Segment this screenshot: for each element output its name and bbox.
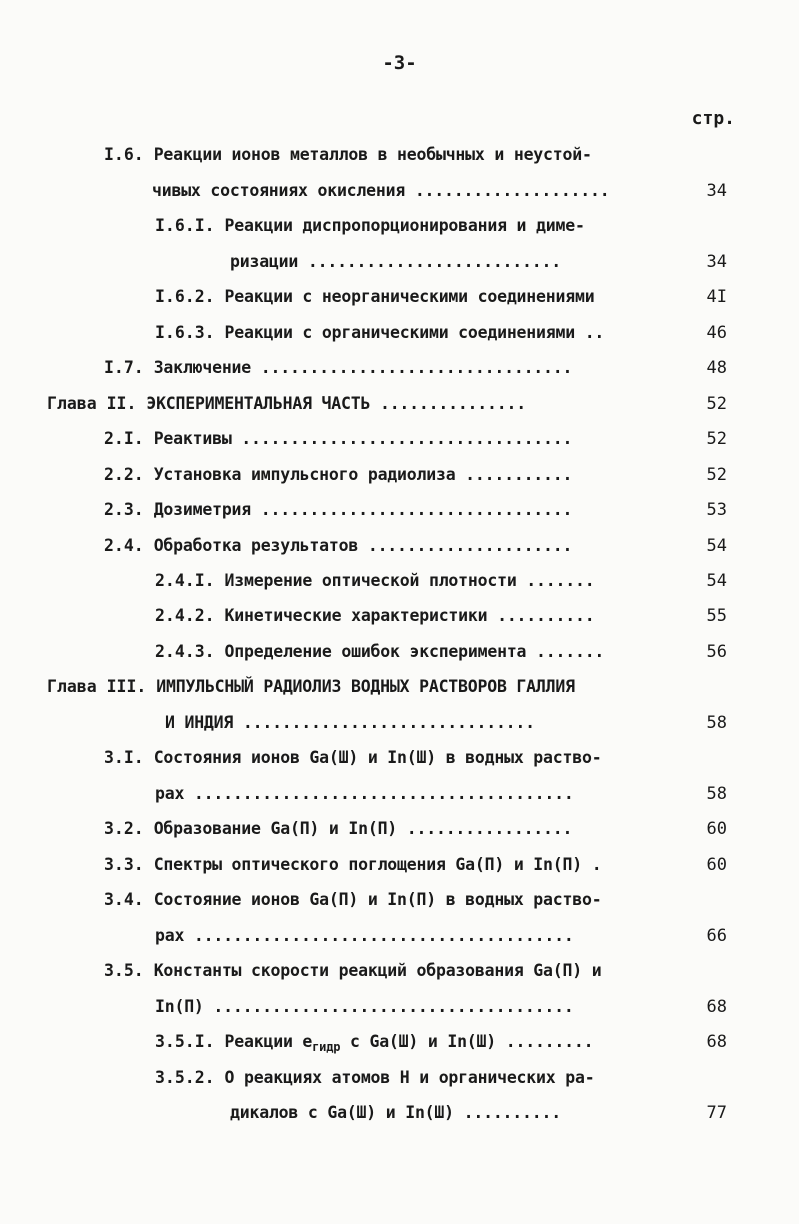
toc-row: 3.5. Константы скорости реакций образования Ga(П) и (104, 961, 602, 980)
toc-row: I.7. Заключение ................................ (104, 358, 573, 377)
toc-page: 54 (706, 571, 727, 591)
toc-row: 2.3. Дозиметрия ................................ (104, 500, 573, 519)
toc-page: 60 (706, 855, 727, 875)
toc-page: 52 (706, 429, 727, 449)
toc-row: ризации .......................... (230, 252, 561, 271)
toc-row: дикалов с Ga(Ш) и In(Ш) .......... (230, 1103, 561, 1122)
toc-row: 2.2. Установка импульсного радиолиза ........... (104, 465, 573, 484)
toc-page: 52 (706, 465, 727, 485)
toc-row: рах ....................................... (155, 784, 574, 803)
toc-page: 34 (706, 252, 727, 272)
toc-page: 68 (706, 997, 727, 1017)
toc-row: И ИНДИЯ .............................. (165, 713, 535, 732)
toc-row: I.6. Реакции ионов металлов в необычных и неустой- (104, 145, 592, 164)
toc-page: 58 (706, 713, 727, 733)
toc-row: 3.5.I. Реакции $e_{гидр}$ с Ga(Ш) и In(Ш) ......... (155, 1032, 594, 1054)
toc-row: 3.I. Состояния ионов Ga(Ш) и In(Ш) в водных раство- (104, 748, 602, 767)
toc-page: 56 (706, 642, 727, 662)
toc-page: 55 (706, 606, 727, 626)
toc-row: I.6.I. Реакции диспропорционирования и диме- (155, 216, 585, 235)
toc-row: 2.4.3. Определение ошибок эксперимента ....... (155, 642, 605, 661)
toc-page: 46 (706, 323, 727, 343)
toc-page: 4I (706, 287, 727, 307)
toc-row: In(П) ..................................... (155, 997, 574, 1016)
toc-row: 2.4.2. Кинетические характеристики .......... (155, 606, 595, 625)
toc-page: 60 (706, 819, 727, 839)
toc-row: чивых состояниях окисления .................... (152, 181, 610, 200)
toc-row: I.6.3. Реакции с органическими соединениями .. (155, 323, 605, 342)
toc-row: 2.4.I. Измерение оптической плотности ....... (155, 571, 595, 590)
page-number: -3- (382, 52, 417, 74)
toc-page: 52 (706, 394, 727, 414)
toc-page: 77 (706, 1103, 727, 1123)
toc-page: 68 (706, 1032, 727, 1052)
toc-row: Глава II. ЭКСПЕРИМЕНТАЛЬНАЯ ЧАСТЬ ............... (47, 394, 526, 413)
toc-page: 48 (706, 358, 727, 378)
toc-page: 54 (706, 536, 727, 556)
toc-page: 58 (706, 784, 727, 804)
toc-row: 3.4. Состояние ионов Ga(П) и In(П) в водных раство- (104, 890, 602, 909)
toc-page: 34 (706, 181, 727, 201)
page-column-label: стр. (691, 108, 735, 129)
toc-row: 2.4. Обработка результатов ..................... (104, 536, 573, 555)
toc-row: 3.2. Образование Ga(П) и In(П) ................. (104, 819, 573, 838)
toc-row: 3.5.2. О реакциях атомов Н и органических ра- (155, 1068, 595, 1087)
toc-page: 66 (706, 926, 727, 946)
toc-row: I.6.2. Реакции с неорганическими соединениями (155, 287, 595, 306)
toc-row: Глава III. ИМПУЛЬСНЫЙ РАДИОЛИЗ ВОДНЫХ РАСТВОРОВ ГАЛЛИЯ (47, 677, 575, 696)
toc-row: 3.3. Спектры оптического поглощения Ga(П) и In(П) . (104, 855, 602, 874)
toc-page: 53 (706, 500, 727, 520)
toc-row: 2.I. Реактивы .................................. (104, 429, 573, 448)
toc-row: рах ....................................... (155, 926, 574, 945)
